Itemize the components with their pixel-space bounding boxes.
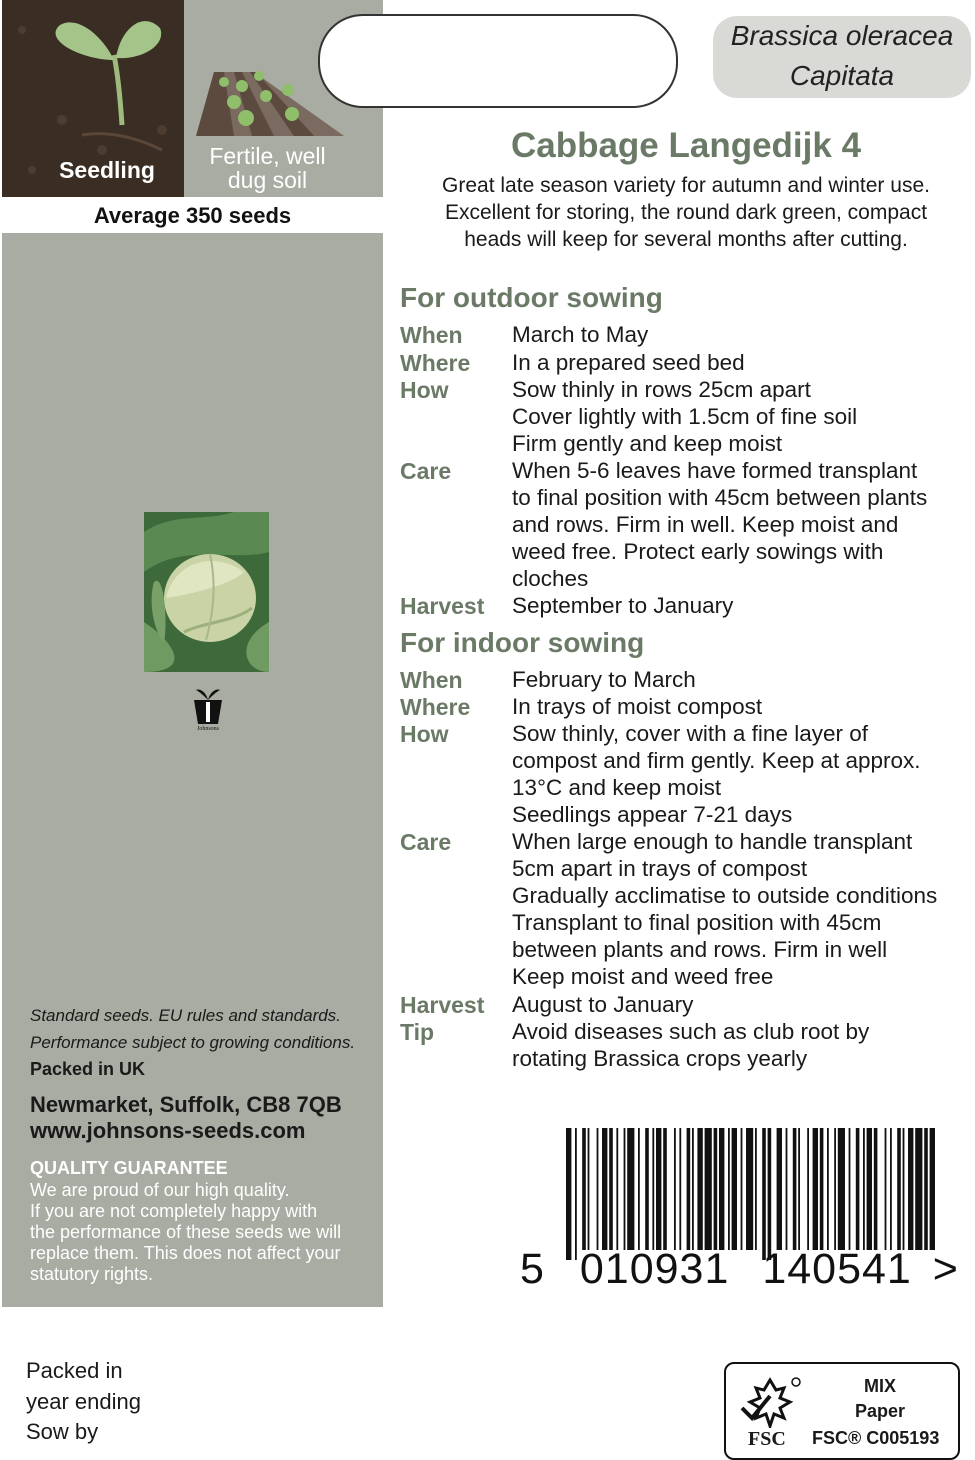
text-line: In trays of moist compost [512,694,763,719]
barcode-bar [638,1128,640,1250]
text-line: February to March [512,667,696,692]
outdoor-heading: For outdoor sowing [400,282,663,313]
barcode-bar [777,1128,782,1250]
outdoor-how-label: How [400,377,449,403]
fsc-mix: MIX [863,1376,896,1396]
barcode-bar [897,1128,901,1250]
indoor-heading: For indoor sowing [400,627,645,658]
guarantee-line: If you are not completely happy with [30,1201,318,1221]
barcode-bar [652,1128,654,1250]
text-line: Cover lightly with 1.5cm of fine soil [512,404,858,429]
description-line: Excellent for storing, the round dark green, compact [444,201,928,224]
text-line: rotating Brassica crops yearly [512,1046,808,1071]
barcode-group2: 140541 [762,1245,912,1293]
barcode-bar [755,1128,757,1250]
barcode-bar [645,1128,649,1250]
barcode-bar [908,1128,913,1250]
barcode-bar [856,1128,860,1250]
standards-note: Standard seeds. EU rules and standards. [30,1006,341,1025]
text-line: 13°C and keep moist [512,775,722,800]
fsc-paper: Paper [854,1401,906,1421]
barcode-digits [520,1245,970,1294]
fsc-mix-label [825,1374,935,1424]
outdoor-care-label: Care [400,458,452,484]
barcode-bar [697,1128,702,1250]
text-line: August to January [512,992,694,1017]
barcode-bar [762,1128,766,1260]
text-line: Seedlings appear 7-21 days [512,802,793,827]
johnsons-logo [188,686,228,738]
barcode-bar [616,1128,618,1250]
barcode-bar [588,1128,590,1250]
text-line: Transplant to final position with 45cm [512,910,882,935]
text-line: March to May [512,322,649,347]
barcode-bar [885,1128,887,1250]
text-line: When 5-6 leaves have formed transplant [512,458,918,483]
barcode-first-digit: 5 [520,1245,545,1293]
product-description [400,172,972,253]
latin-name-line1: Brassica oleracea [730,20,954,51]
barcode-bar [768,1128,772,1260]
sow-by-label: Sow by [26,1419,99,1444]
text-line: 5cm apart in trays of compost [512,856,808,881]
seedling-tile [2,0,184,197]
guarantee-line: the performance of these seeds we will [30,1222,342,1242]
barcode-bar [719,1128,724,1250]
text-line: Avoid diseases such as club root by [512,1019,870,1044]
barcode-bar [741,1128,743,1250]
brand-name: Johnsons [196,726,219,732]
indoor-how-text [512,720,921,828]
barcode [560,1128,940,1260]
description-line: heads will keep for several months after cutting. [464,228,908,251]
text-line: between plants and rows. Firm in well [512,937,888,962]
description-line: Great late season variety for autumn and winter use. [442,174,930,197]
latin-name-box [713,16,971,98]
barcode-bar [867,1128,872,1250]
outdoor-where-text [512,349,745,376]
outdoor-when-label: When [400,322,463,348]
text-line: Sow thinly, cover with a fine layer of [512,721,868,746]
indoor-tip-text [512,1018,869,1072]
barcode-bar [746,1128,753,1250]
outdoor-how-text [512,376,857,457]
text-line: In a prepared seed bed [512,350,745,375]
barcode-bar [786,1128,788,1250]
barcode-bar [930,1128,935,1250]
barcode-bar [582,1128,586,1250]
barcode-bar [714,1128,718,1250]
barcode-bar [732,1128,737,1250]
barcode-bar [597,1128,599,1250]
indoor-care-text [512,828,937,990]
indoor-when-label: When [400,667,463,693]
barcode-bar [609,1128,613,1250]
barcode-bar [566,1128,571,1260]
outdoor-where-label: Where [400,350,471,376]
company-website[interactable]: www.johnsons-seeds.com [30,1118,306,1143]
outdoor-harvest-label: Harvest [400,593,485,619]
fsc-tree-icon [740,1374,804,1428]
barcode-bar [624,1128,626,1250]
barcode-bar [687,1128,691,1250]
text-line: Firm gently and keep moist [512,431,783,456]
barcode-bar [679,1128,681,1250]
guarantee-title: QUALITY GUARANTEE [30,1158,228,1178]
barcode-group1: 010931 [579,1245,730,1293]
barcode-bar [793,1128,797,1250]
text-line: September to January [512,593,734,618]
barcode-bar [728,1128,730,1250]
guarantee-line: We are proud of our high quality. [30,1180,290,1200]
text-line: Gradually acclimatise to outside conditions [512,883,938,908]
cabbage-photo [144,512,269,672]
barcode-bar [903,1128,905,1250]
fsc-wordmark: FSC [748,1428,786,1450]
barcode-bar [798,1128,800,1250]
indoor-harvest-label: Harvest [400,992,485,1018]
barcode-bar [915,1128,922,1250]
soil-label-line1: Fertile, well [209,143,326,169]
outdoor-when-text [512,321,648,348]
year-ending-label: year ending [26,1389,141,1414]
seed-count-bar [2,197,383,233]
indoor-harvest-text [512,991,693,1018]
barcode-bar [874,1128,878,1250]
packed-in-label: Packed in [26,1358,123,1383]
outdoor-care-text [512,457,927,592]
barcode-bar [692,1128,694,1250]
barcode-bar [656,1128,661,1250]
barcode-bar [807,1128,809,1250]
barcode-bar [827,1128,829,1250]
barcode-bar [834,1128,836,1250]
guarantee-line: statutory rights. [30,1264,154,1284]
indoor-care-label: Care [400,829,452,855]
barcode-bar [663,1128,667,1250]
barcode-bar [627,1128,634,1250]
company-address: Newmarket, Suffolk, CB8 7QB [30,1092,342,1117]
seed-count: Average 350 seeds [93,203,292,228]
barcode-bar [863,1128,865,1250]
text-line: to final position with 45cm between plants [512,485,928,510]
barcode-bar [924,1128,928,1250]
text-line: compost and firm gently. Keep at approx. [512,748,921,773]
outdoor-harvest-text [512,592,733,619]
performance-note: Performance subject to growing conditions. [30,1033,356,1052]
barcode-bar [820,1128,824,1250]
blank-name-oval [318,14,678,108]
cabbage-image [144,512,269,672]
product-title: Cabbage Langedijk 4 [510,126,862,165]
barcode-bar [602,1128,607,1250]
packed-in-uk: Packed in UK [30,1059,146,1079]
latin-name-line2: Capitata [789,60,895,91]
text-line: and rows. Firm in well. Keep moist and [512,512,899,537]
barcode-bar [575,1128,577,1260]
indoor-where-text [512,693,762,720]
soil-label-line2: dug soil [227,167,308,193]
text-line: Keep moist and weed free [512,964,774,989]
barcode-bar [838,1128,845,1250]
text-line: When large enough to handle transplant [512,829,913,854]
barcode-bar [849,1128,851,1250]
barcode-bar [813,1128,818,1250]
barcode-bar [705,1128,712,1250]
guarantee-line: replace them. This does not affect your [30,1243,341,1263]
text-line: weed free. Protect early sowings with [512,539,884,564]
text-line: cloches [512,566,589,591]
barcode-arrow: > [932,1245,959,1293]
indoor-tip-label: Tip [400,1019,435,1045]
indoor-when-text [512,666,696,693]
indoor-where-label: Where [400,694,471,720]
indoor-how-label: How [400,721,449,747]
barcode-bar [674,1128,676,1250]
text-line: Sow thinly in rows 25cm apart [512,377,811,402]
fsc-license-code: FSC® C005193 [812,1428,940,1448]
barcode-bar [890,1128,892,1250]
seedling-label: Seedling [59,157,155,183]
